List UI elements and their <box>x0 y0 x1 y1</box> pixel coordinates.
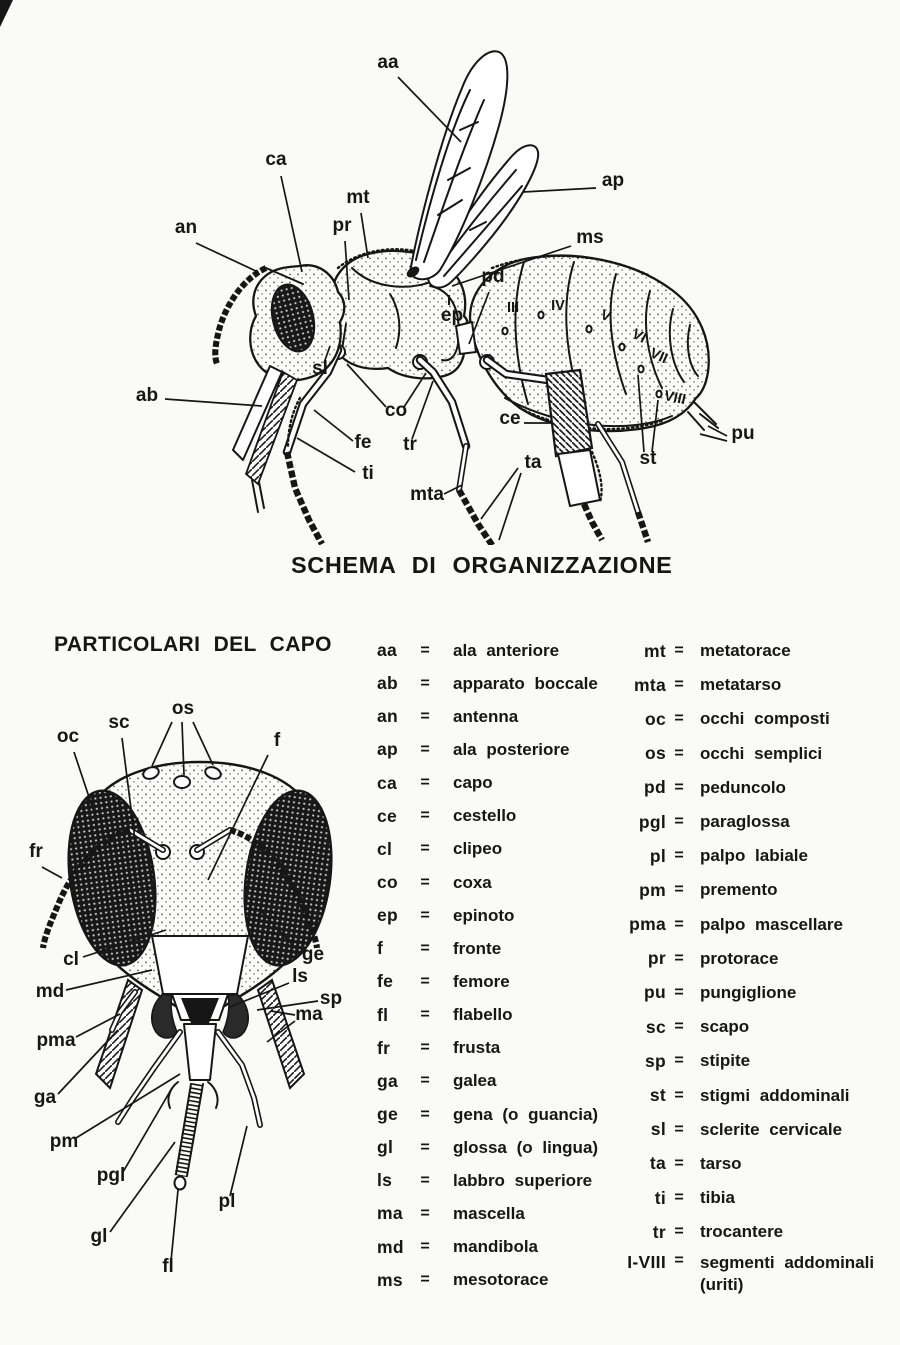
bee-label-mta: mta <box>410 484 444 505</box>
bee-label-ti: ti <box>362 463 374 484</box>
head-label-ge: ge <box>301 944 325 965</box>
legend-abbr: cl <box>377 838 393 859</box>
legend-abbr: sp <box>644 1050 666 1071</box>
legend-equals: = <box>420 1204 430 1222</box>
head-label-pl: pl <box>218 1191 236 1212</box>
legend-term: tibia <box>700 1188 735 1208</box>
legend-abbr: pl <box>649 845 666 866</box>
legend-term: trocantere <box>700 1222 784 1242</box>
legend-term: frusta <box>453 1038 501 1058</box>
bee-label-mt: mt <box>346 187 370 208</box>
legend-equals: = <box>674 1252 684 1270</box>
legend-row-sl <box>608 1113 898 1147</box>
bee-label-aa-leader <box>398 77 461 142</box>
legend-equals: = <box>674 813 684 831</box>
legend-equals: = <box>420 674 430 692</box>
legend-term: segmenti addominali (uriti) <box>700 1253 875 1295</box>
legend-term: labbro superiore <box>453 1170 593 1190</box>
legend-row-ga <box>377 1065 642 1098</box>
legend-term: ala posteriore <box>453 739 570 759</box>
legend-abbr: ge <box>377 1104 399 1125</box>
head-label-f: f <box>273 730 281 751</box>
legend-equals: = <box>420 972 430 990</box>
legend-term: galea <box>453 1071 497 1091</box>
head-label-os: os <box>171 698 195 719</box>
bee-label-pd: pd <box>481 266 505 287</box>
legend-equals: = <box>420 641 430 659</box>
head-label-os-leader <box>152 722 172 766</box>
bee-label-aa: aa <box>377 52 399 73</box>
head-label-fl: fl <box>162 1256 174 1277</box>
legend-row-aa <box>377 634 642 667</box>
bee-label-ta: ta <box>524 452 542 473</box>
legend-term: tarso <box>700 1153 742 1173</box>
sting <box>688 402 718 430</box>
head-label-fr: fr <box>29 841 43 862</box>
legend-equals: = <box>674 915 684 933</box>
legend-row-sp <box>608 1044 898 1078</box>
legend-term: mandibola <box>453 1237 539 1257</box>
legend-abbr: an <box>377 706 399 727</box>
bee-label-fe: fe <box>354 432 372 453</box>
legend-abbr: I-VIII <box>627 1252 666 1273</box>
legend-abbr: fl <box>377 1004 389 1025</box>
legend-term: sclerite cervicale <box>700 1119 843 1139</box>
legend-equals: = <box>420 1072 430 1090</box>
legend-row-an <box>377 700 642 733</box>
legend-equals: = <box>674 1052 684 1070</box>
legend-equals: = <box>420 1006 430 1024</box>
legend-equals: = <box>420 840 430 858</box>
legend-abbr: gl <box>377 1137 394 1158</box>
head-label-gl: gl <box>90 1226 108 1247</box>
bee-label-co-leader <box>347 364 386 407</box>
legend-term: stigmi addominali <box>700 1085 850 1105</box>
legend-equals: = <box>420 1039 430 1057</box>
head-label-cl: cl <box>63 949 79 970</box>
bee-label-ep: ep <box>440 305 464 326</box>
legend-equals: = <box>420 774 430 792</box>
legend-term: metatarso <box>700 675 782 695</box>
bee-label-pu-leader <box>700 434 727 441</box>
bee-label-seg-i: I <box>446 293 452 309</box>
legend-row-fl <box>377 999 642 1032</box>
bee-label-an: an <box>174 217 198 238</box>
legend-abbr: ca <box>377 772 398 793</box>
legend-equals: = <box>674 1120 684 1138</box>
legend-row-gl <box>377 1131 642 1164</box>
legend-term: ala anteriore <box>453 640 560 660</box>
legend-row-mt <box>608 634 898 668</box>
head-label-fl-leader <box>171 1190 178 1261</box>
legend-row-pm <box>608 873 898 907</box>
head-label-pl-leader <box>230 1126 247 1196</box>
labial-palp-right <box>218 1032 260 1125</box>
bee-label-ce: ce <box>499 408 521 429</box>
legend-term: occhi composti <box>700 709 830 729</box>
legend-row-ls <box>377 1164 642 1197</box>
bee-label-ap-leader <box>523 188 596 192</box>
bee-head <box>215 265 344 512</box>
head-label-gl-leader <box>110 1142 175 1232</box>
legend-term: occhi semplici <box>700 743 823 763</box>
legend-row-os <box>608 737 898 771</box>
bee-label-sl: sl <box>312 358 328 379</box>
legend-row-ce <box>377 800 642 833</box>
head-label-pma: pma <box>36 1030 76 1051</box>
bee-label-fe-leader <box>314 410 353 441</box>
legend-equals: = <box>420 939 430 957</box>
legend-term: mascella <box>453 1203 525 1223</box>
prementum <box>184 1024 216 1080</box>
legend-abbr: ep <box>377 905 399 926</box>
legend-abbr: aa <box>377 640 398 661</box>
legend-equals: = <box>674 778 684 796</box>
legend-abbr: fe <box>377 971 394 992</box>
bee-label-ta-leader <box>481 468 518 519</box>
bee-label-tr: tr <box>403 434 417 455</box>
bee-label-ap: ap <box>601 170 625 191</box>
bee-side-diagram <box>0 0 900 545</box>
legend-row-fr <box>377 1032 642 1065</box>
legend-row-ti <box>608 1181 898 1215</box>
bee-label-seg-viii: VIII <box>662 387 688 409</box>
head-label-oc: oc <box>56 726 80 747</box>
legend-equals: = <box>674 1223 684 1241</box>
legend-abbr: pr <box>647 948 666 969</box>
legend-equals: = <box>420 1105 430 1123</box>
legend-term: metatorace <box>700 641 791 661</box>
legend-row-pl <box>608 839 898 873</box>
legend-equals: = <box>420 1271 430 1289</box>
legend-row-pgl <box>608 805 898 839</box>
legend-row-mta <box>608 668 898 702</box>
legend-equals: = <box>674 642 684 660</box>
legend-abbr: tr <box>652 1221 666 1242</box>
bee-label-seg-iv: IV <box>551 298 565 314</box>
petiole <box>456 322 476 354</box>
maxilla-right <box>258 980 304 1088</box>
legend-term: clipeo <box>453 839 503 859</box>
bee-label-seg-iii: III <box>506 300 520 316</box>
legend-row-i-viii <box>608 1249 898 1296</box>
legend-abbr: co <box>377 872 399 893</box>
legend-equals: = <box>674 744 684 762</box>
legend-equals: = <box>420 873 430 891</box>
bee-label-pr: pr <box>332 215 352 236</box>
legend-term: paraglossa <box>700 812 790 832</box>
legend-abbr: pd <box>644 777 666 798</box>
bee-label-ta-leader <box>499 473 521 540</box>
legend-row-f <box>377 932 642 965</box>
head-label-os-leader <box>193 722 213 765</box>
head-label-sp: sp <box>319 988 343 1009</box>
legend-column-left <box>377 634 642 1297</box>
bee-label-co: co <box>384 400 408 421</box>
legend-term: mesotorace <box>453 1270 549 1290</box>
legend-abbr: pma <box>629 914 666 935</box>
legend-abbr: ap <box>377 739 399 760</box>
legend-equals: = <box>674 1086 684 1104</box>
head-label-pgl: pgl <box>96 1165 126 1186</box>
legend-abbr: mt <box>644 640 666 661</box>
legend-term: epinoto <box>453 905 515 925</box>
legend-term: peduncolo <box>700 777 786 797</box>
legend-equals: = <box>420 1238 430 1256</box>
legend-abbr: mta <box>633 674 666 695</box>
legend-term: fronte <box>453 938 502 958</box>
legend-abbr: f <box>377 938 384 959</box>
bee-label-mt-leader <box>361 213 368 258</box>
bee-label-seg-v: V <box>598 307 613 326</box>
legend-row-tr <box>608 1215 898 1249</box>
bee-label-ms: ms <box>576 227 604 248</box>
clypeus <box>152 936 248 994</box>
legend-abbr: pgl <box>638 811 666 832</box>
legend-row-ta <box>608 1147 898 1181</box>
legend-row-pr <box>608 942 898 976</box>
bee-label-ti-leader <box>297 438 355 472</box>
bee-label-seg-vi: VI <box>629 326 649 347</box>
legend-term: gena (o guancia) <box>453 1104 599 1124</box>
legend-term: coxa <box>453 872 492 892</box>
legend-equals: = <box>420 740 430 758</box>
legend-equals: = <box>674 1154 684 1172</box>
legend-abbr: oc <box>644 708 666 729</box>
legend-abbr: pu <box>644 982 666 1003</box>
paraglossa-right <box>208 1082 218 1108</box>
legend-term: glossa (o lingua) <box>453 1137 599 1157</box>
legend-abbr: sl <box>650 1119 666 1140</box>
legend-row-sc <box>608 1010 898 1044</box>
legend-column-right <box>608 634 898 1296</box>
legend-abbr: pm <box>639 879 666 900</box>
legend-abbr: md <box>377 1236 404 1257</box>
legend-abbr: ab <box>377 673 399 694</box>
legend-term: scapo <box>700 1017 750 1037</box>
legend-abbr: ce <box>377 805 398 826</box>
legend-equals: = <box>674 983 684 1001</box>
bee-label-ab: ab <box>135 385 159 406</box>
legend-row-ms <box>377 1264 642 1297</box>
legend-abbr: os <box>644 743 666 764</box>
legend-term: premento <box>700 880 778 900</box>
bee-label-ab-leader <box>165 399 262 406</box>
head-label-md: md <box>35 981 65 1002</box>
bee-far-hind-leg <box>598 424 648 542</box>
legend-term: femore <box>453 971 510 991</box>
legend-row-ca <box>377 767 642 800</box>
head-section-title: PARTICOLARI DEL CAPO <box>54 633 332 656</box>
legend-equals: = <box>674 881 684 899</box>
legend-row-ge <box>377 1098 642 1131</box>
head-label-sc: sc <box>108 712 130 733</box>
legend-row-cl <box>377 833 642 866</box>
legend-abbr: ms <box>377 1269 403 1290</box>
legend-abbr: ga <box>377 1070 399 1091</box>
legend-term: capo <box>453 773 493 793</box>
legend-equals: = <box>674 949 684 967</box>
legend-row-pma <box>608 908 898 942</box>
legend-equals: = <box>674 847 684 865</box>
legend-term: palpo mascellare <box>700 914 843 934</box>
legend-row-ab <box>377 667 642 700</box>
bee-label-seg-vii: VII <box>647 345 670 368</box>
legend-equals: = <box>674 710 684 728</box>
legend-term: palpo labiale <box>700 846 808 866</box>
legend-row-oc <box>608 702 898 736</box>
glossa <box>175 1084 204 1190</box>
legend-equals: = <box>420 1138 430 1156</box>
legend-equals: = <box>420 707 430 725</box>
legend-row-co <box>377 866 642 899</box>
legend-row-md <box>377 1231 642 1264</box>
bee-label-ca: ca <box>265 149 287 170</box>
legend-row-pu <box>608 976 898 1010</box>
head-label-ls: ls <box>292 966 308 987</box>
legend-term: flabello <box>453 1005 513 1025</box>
legend-term: pungiglione <box>700 982 797 1002</box>
legend-abbr: ti <box>654 1187 666 1208</box>
legend-abbr: st <box>649 1085 666 1106</box>
legend-row-st <box>608 1078 898 1112</box>
bee-label-an-leader <box>196 243 258 272</box>
legend-row-ma <box>377 1197 642 1230</box>
legend-term: antenna <box>453 706 519 726</box>
legend-equals: = <box>674 676 684 694</box>
legend-abbr: ls <box>377 1170 393 1191</box>
legend-equals: = <box>420 807 430 825</box>
legend-equals: = <box>674 1189 684 1207</box>
legend-abbr: ta <box>649 1153 666 1174</box>
legend-equals: = <box>674 1018 684 1036</box>
legend-abbr: ma <box>377 1203 403 1224</box>
legend-abbr: fr <box>377 1037 391 1058</box>
legend-row-ap <box>377 733 642 766</box>
bee-label-ca-leader <box>281 176 302 272</box>
legend-row-fe <box>377 965 642 998</box>
legend-row-pd <box>608 771 898 805</box>
head-label-pm-leader <box>76 1074 180 1138</box>
bee-label-pu: pu <box>731 423 755 444</box>
legend-term: apparato boccale <box>453 673 598 693</box>
head-front-diagram <box>0 680 380 1340</box>
legend-equals: = <box>420 906 430 924</box>
head-label-fr-leader <box>42 867 62 878</box>
head-label-pm: pm <box>49 1131 79 1152</box>
legend-equals: = <box>420 1171 430 1189</box>
legend-abbr: sc <box>645 1016 666 1037</box>
head-label-ga: ga <box>33 1087 57 1108</box>
paraglossa-left <box>168 1082 178 1108</box>
legend-row-ep <box>377 899 642 932</box>
legend-term: protorace <box>700 948 779 968</box>
flabellum <box>175 1177 186 1190</box>
legend-term: cestello <box>453 806 517 826</box>
legend-term: stipite <box>700 1051 751 1071</box>
bee-label-st: st <box>639 448 657 469</box>
head-label-ma: ma <box>295 1004 323 1025</box>
main-title: SCHEMA DI ORGANIZZAZIONE <box>291 552 673 578</box>
